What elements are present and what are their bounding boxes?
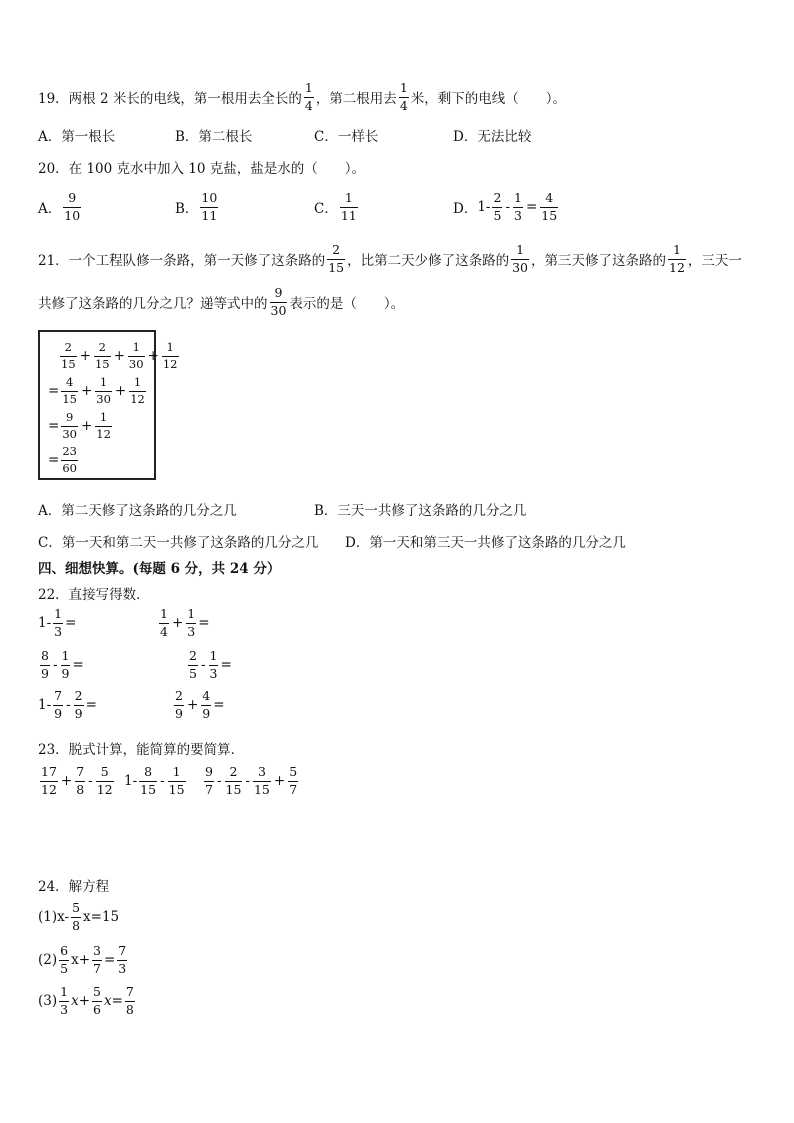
q22-expr-4: $\frac{2}{5}$ - $\frac{1}{3}$ = <box>189 648 232 681</box>
fraction: $\frac{1}{4}$ <box>304 80 313 113</box>
q22-title: 22．直接写得数． <box>38 587 150 603</box>
calc-line-4: = $\frac{23}{60}$ <box>48 444 77 475</box>
q22-expr-2: $\frac{1}{4}$ + $\frac{1}{3}$ = <box>160 606 210 639</box>
q20-option-c[interactable]: C． $\frac{1}{11}$ <box>314 190 357 223</box>
q24-equation-1: (1)x- $\frac{5}{8}$ x=15 <box>38 900 120 933</box>
calc-line-3: = $\frac{9}{30}$ + $\frac{1}{12}$ <box>48 410 111 441</box>
q23-title: 23．脱式计算，能简算的要简算． <box>38 742 245 758</box>
q23-expr-1: $\frac{17}{12}$ + $\frac{7}{8}$ - $\frac{5}{12}$ <box>41 764 113 797</box>
q24-equation-3: (3) $\frac{1}{3}$ x+ $\frac{5}{6}$ x= $\frac{7}{8}$ <box>38 984 134 1017</box>
q19-stem: 19．两根 2 米长的电线，第一根用去全长的 $\frac{1}{4}$ ，第二根用去 $\frac{1}{4}$ 米，剩下的电线（ ）。 <box>38 80 567 113</box>
q19-option-a[interactable]: A．第一根长 <box>38 129 116 145</box>
fraction: $\frac{1}{4}$ <box>399 80 408 113</box>
q20-option-d[interactable]: D． 1- $\frac{2}{5}$ - $\frac{1}{3}$ = $\frac{4}{15}$ <box>453 190 558 223</box>
q23-expr-2: 1- $\frac{8}{15}$ - $\frac{1}{15}$ <box>124 764 185 797</box>
q24-equation-2: (2) $\frac{6}{5}$ x+ $\frac{3}{7}$ = $\frac{7}{3}$ <box>38 943 127 976</box>
q22-expr-3: $\frac{8}{9}$ - $\frac{1}{9}$ = <box>41 648 84 681</box>
calc-line-1: $\frac{2}{15}$ + $\frac{2}{15}$ + $\frac{1}{30}$ + $\frac{1}{12}$ <box>61 340 178 371</box>
q19-option-c[interactable]: C．一样长 <box>314 129 379 145</box>
section-heading: 四、细想快算。(每题 6 分，共 24 分） <box>38 561 281 577</box>
q22-expr-1: 1- $\frac{1}{3}$ = <box>38 606 77 639</box>
q19-option-b[interactable]: B．第二根长 <box>175 129 253 145</box>
q21-stem-line2: 共修了这条路的几分之几？递等式中的 $\frac{9}{30}$ 表示的是（ ）。 <box>38 285 405 318</box>
calc-line-2: = $\frac{4}{15}$ + $\frac{1}{30}$ + $\frac{1}{12}$ <box>48 375 145 406</box>
q22-expr-5: 1- $\frac{7}{9}$ - $\frac{2}{9}$ = <box>38 688 97 721</box>
q21-stem-line1: 21．一个工程队修一条路，第一天修了这条路的 $\frac{2}{15}$ ，比第二天少修了这条路的 $\frac{1}{30}$ ，第三天修了这条路的 $\frac{1}{12}$ ，三天一 <box>38 242 742 275</box>
q20-option-a[interactable]: A． $\frac{9}{10}$ <box>38 190 81 223</box>
q20-stem: 20．在 100 克水中加入 10 克盐，盐是水的（ ）。 <box>38 161 366 177</box>
q23-expr-3: $\frac{9}{7}$ - $\frac{2}{15}$ - $\frac{3}{15}$ + $\frac{5}{7}$ <box>205 764 298 797</box>
q19-option-d[interactable]: D．无法比较 <box>453 129 532 145</box>
q22-expr-6: $\frac{2}{9}$ + $\frac{4}{9}$ = <box>175 688 225 721</box>
q21-option-a[interactable]: A．第二天修了这条路的几分之几 <box>38 503 237 519</box>
q20-option-b[interactable]: B． $\frac{10}{11}$ <box>175 190 218 223</box>
q21-option-c[interactable]: C．第一天和第二天一共修了这条路的几分之几 <box>38 535 319 551</box>
q21-option-b[interactable]: B．三天一共修了这条路的几分之几 <box>314 503 527 519</box>
q21-option-d[interactable]: D．第一天和第三天一共修了这条路的几分之几 <box>345 535 626 551</box>
calculation-box <box>38 330 178 480</box>
q24-title: 24．解方程 <box>38 879 110 895</box>
